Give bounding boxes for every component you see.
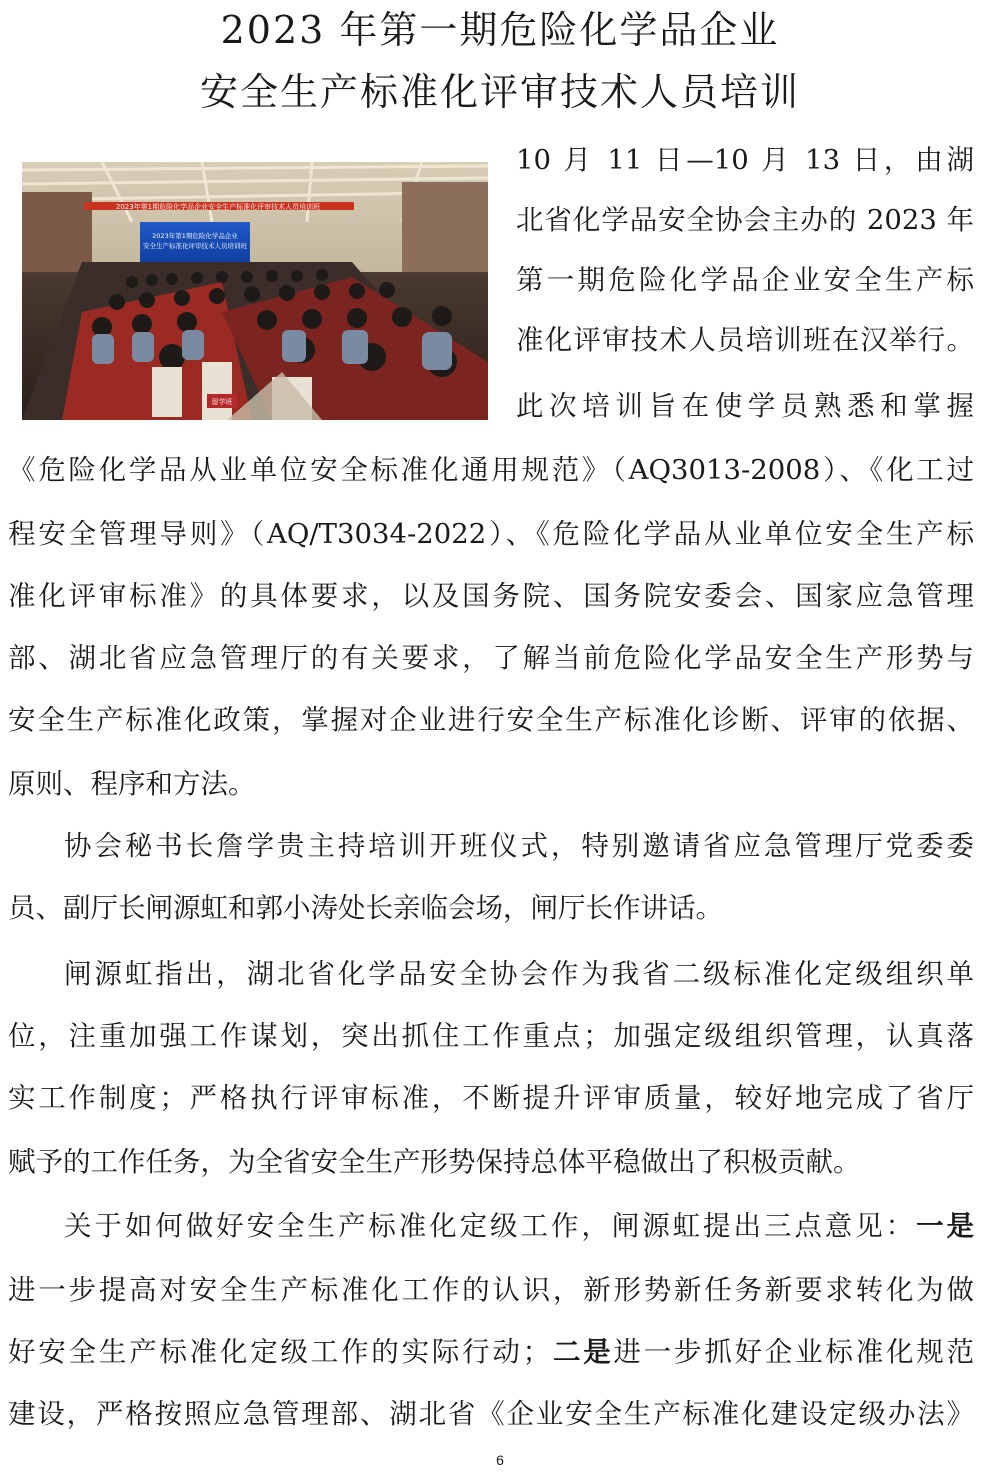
paragraph-4-line-3-text: 好安全生产标准化定级工作的实际行动；	[8, 1336, 551, 1368]
photo-banner-text: 2023年第1期危险化学品企业安全生产标准化评审技术人员培训班	[115, 203, 321, 211]
point-two-label: 二是	[550, 1336, 614, 1368]
paragraph-1-line-3: 第一期危险化学品企业安全生产标	[516, 264, 974, 296]
paragraph-1-line-2: 北省化学品安全协会主办的 2023 年	[516, 204, 974, 236]
paragraph-1-line-7: 程安全管理导则》（AQ/T3034-2022）、《危险化学品从业单位安全生产标	[8, 518, 974, 550]
paragraph-1-line-11: 原则、程序和方法。	[8, 768, 256, 800]
paragraph-4-line-1	[64, 1208, 974, 1244]
paragraph-4-line-3	[8, 1334, 974, 1370]
paragraph-1-line-8: 准化评审标准》的具体要求，以及国务院、国务院安委会、国家应急管理	[8, 580, 974, 612]
paragraph-3-line-4: 赋予的工作任务，为全省安全生产形势保持总体平稳做出了积极贡献。	[8, 1146, 861, 1178]
paragraph-1-line-10: 安全生产标准化政策，掌握对企业进行安全生产标准化诊断、评审的依据、	[8, 704, 974, 736]
title-line-1: 2023 年第一期危险化学品企业	[220, 8, 780, 52]
paragraph-4-line-4: 建设，严格按照应急管理部、湖北省《企业安全生产标准化建设定级办法》	[8, 1398, 974, 1430]
paragraph-4-line-1-text: 关于如何做好安全生产标准化定级工作，闸源虹提出三点意见：	[64, 1210, 917, 1242]
paragraph-4-line-2: 进一步提高对安全生产标准化工作的认识，新形势新任务新要求转化为做	[8, 1274, 974, 1306]
paragraph-2-line-2: 员、副厅长闸源虹和郭小涛处长亲临会场，闸厅长作讲话。	[8, 892, 723, 924]
paragraph-1-line-1: 10 月 11 日—10 月 13 日，由湖	[516, 144, 974, 176]
paragraph-1-line-4: 准化评审技术人员培训班在汉举行。	[516, 324, 974, 356]
photo-screen-line-1: 2023年第1期危险化学品企业	[152, 232, 238, 240]
paragraph-2-line-1: 协会秘书长詹学贵主持培训开班仪式，特别邀请省应急管理厅党委委	[64, 830, 974, 862]
photo-sign-text: 留学班	[211, 398, 233, 406]
photo-screen-line-2: 安全生产标准化评审技术人员培训班	[143, 242, 247, 250]
title-line-2: 安全生产标准化评审技术人员培训	[199, 70, 800, 114]
page-number: 6	[496, 1452, 504, 1468]
paragraph-4-line-3-tail: 进一步抓好企业标准化规范	[613, 1336, 975, 1368]
paragraph-3-line-3: 实工作制度；严格执行评审标准，不断提升评审质量，较好地完成了省厅	[8, 1082, 974, 1114]
paragraph-3-line-1: 闸源虹指出，湖北省化学品安全协会作为我省二级标准化定级组织单	[64, 958, 974, 990]
paragraph-3-line-2: 位，注重加强工作谋划，突出抓住工作重点；加强定级组织管理，认真落	[8, 1020, 974, 1052]
training-photo	[22, 162, 488, 420]
paragraph-1-line-9: 部、湖北省应急管理厅的有关要求，了解当前危险化学品安全生产形势与	[8, 642, 974, 674]
paragraph-1-line-5: 此次培训旨在使学员熟悉和掌握	[516, 390, 974, 422]
paragraph-1-line-6: 《危险化学品从业单位安全标准化通用规范》（AQ3013-2008）、《化工过	[8, 454, 974, 486]
point-one-label: 一是	[916, 1210, 975, 1242]
